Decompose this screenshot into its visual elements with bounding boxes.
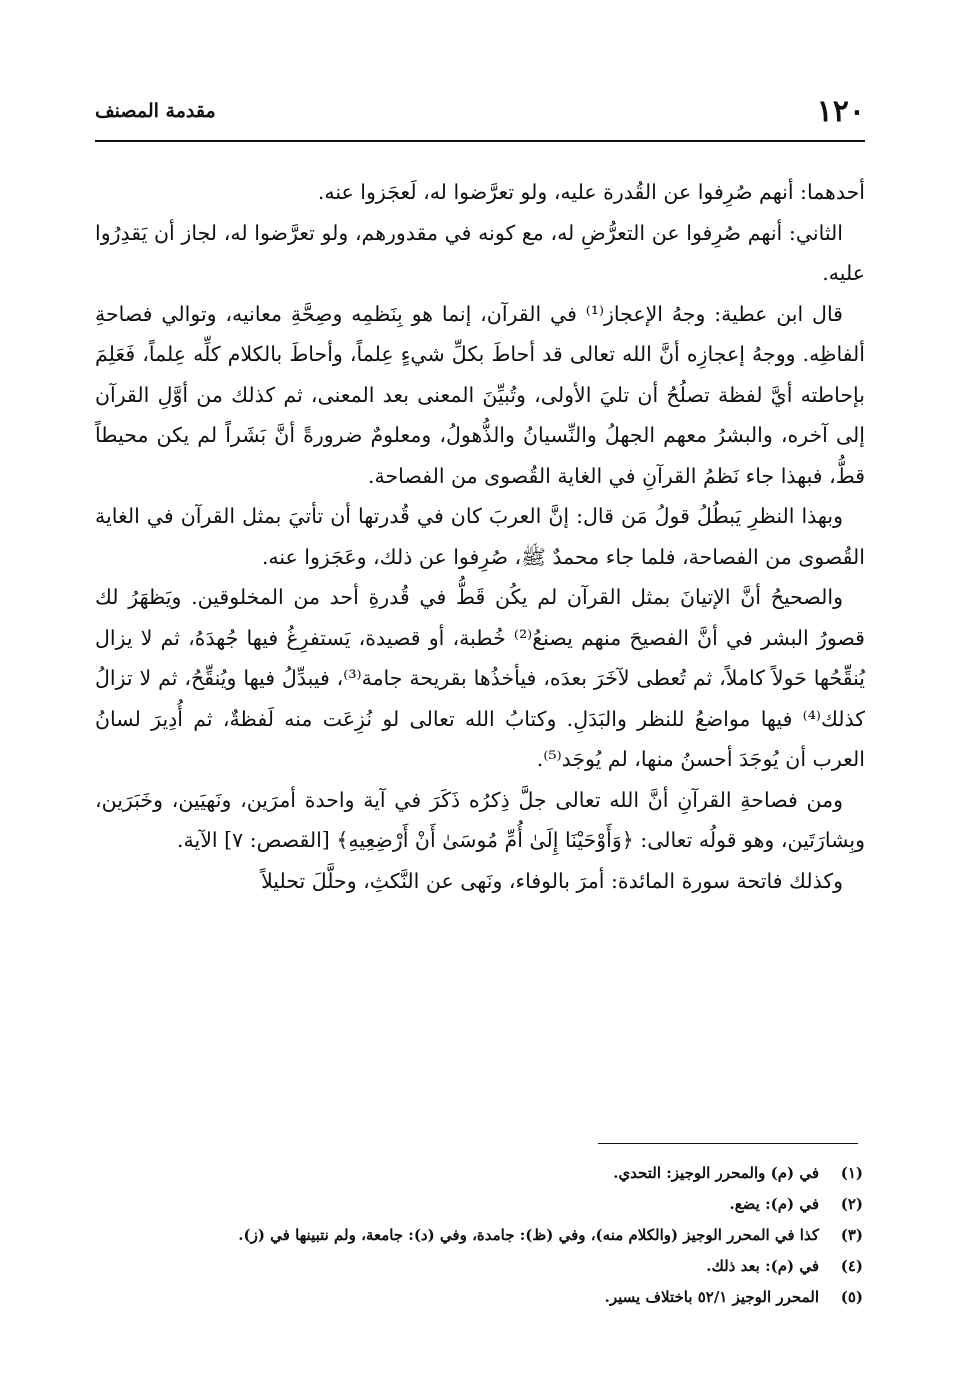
footnote-number: (٣) xyxy=(840,1226,863,1244)
page-number: ١٢٠ xyxy=(816,94,865,129)
paragraph: ومن فصاحةِ القرآنِ أنَّ الله تعالى جلَّ ذِكرُه ذَكَرَ في آية واحدة أمرَين، ونَهيَين، وخَبَرَين، وبِشارَتَين، وهو قولُه تعالى: ﴿وَأَوْحَيْنَا إِلَىٰ أُمِّ مُوسَىٰ أَنْ أَرْضِعِيهِ﴾ [القصص: ٧] الآية. xyxy=(95,787,865,852)
footnote-text: في (م): يضع. xyxy=(729,1195,819,1213)
footnote-separator xyxy=(598,1143,858,1144)
footnote-number: (٢) xyxy=(840,1195,863,1213)
paragraph: وكذلك فاتحة سورة المائدة: أمرَ بالوفاء، ونَهى عن النَّكثِ، وحلَّلَ تحليلاً xyxy=(261,868,843,893)
footnote-number: (١) xyxy=(840,1164,863,1182)
paragraph: وبهذا النظرِ يَبطُلُ قولُ مَن قال: إنَّ العربَ كان في قُدرتها أن تأتيَ بمثل القرآن في الغاية القُصوى من الفصاحة، فلما جاء محمدٌ ﷺ، صُرِفوا عن ذلك، وعَجَزوا عنه. xyxy=(95,504,865,569)
footnote-text: المحرر الوجيز ٥٢/١ باختلاف يسير. xyxy=(604,1288,819,1306)
paragraph: والصحيحُ أنَّ الإتيانَ بمثل القرآن لم يكُن قَطُّ في قُدرةِ أحد من المخلوقين. ويَظهَرُ لك قصورُ البشر في أنَّ الفصيحَ منهم يصنعُ⁽²⁾ خُطبة، أو قصيدة، يَستفرِغُ فيها جُهدَهُ، ثم لا يزال يُنقِّحُها حَولاً كاملاً، ثم تُعطى لآخَرَ بعدَه، فيأخذُها بقريحة جامة⁽³⁾، فيبدِّلُ فيها ويُنقِّحُ، ثم لا تزالُ كذلك⁽⁴⁾ فيها مواضعُ للنظر والبَدَلِ. وكتابُ الله تعالى لو نُزِعَت منه لَفظةٌ، ثم أُدِيرَ لسانُ العرب أن يُوجَدَ أحسنُ منها، لم يُوجَد⁽⁵⁾. xyxy=(95,585,865,771)
paragraph: أحدهما: أنهم صُرِفوا عن القُدرة عليه، ولو تعرَّضوا له، لَعجَزوا عنه. xyxy=(317,180,865,204)
footnote-text: في (م) والمحرر الوجيز: التحدي. xyxy=(613,1164,819,1182)
footnote xyxy=(95,1251,863,1282)
footnote-number: (٥) xyxy=(840,1288,863,1306)
running-title: مقدمة المصنف xyxy=(95,100,216,122)
footnote-text: في (م): بعد ذلك. xyxy=(706,1257,819,1275)
main-text xyxy=(95,172,865,901)
footnote-number: (٤) xyxy=(840,1257,863,1275)
footnote xyxy=(95,1158,863,1189)
paragraph: الثاني: أنهم صُرِفوا عن التعرُّضِ له، مع كونه في مقدورهم، ولو تعرَّضوا له، لجاز أن يَقدِرُوا عليه. xyxy=(95,220,865,285)
footnotes xyxy=(95,1158,863,1313)
paragraph: قال ابن عطية: وجهُ الإعجاز⁽¹⁾ في القرآن، إنما هو بِنَظمِه وصِحَّةِ معانيه، وتوالي فصاحةِ ألفاظِه. ووجهُ إعجازِه أنَّ الله تعالى قد أحاطَ بكلِّ شيءٍ عِلماً، وأحاطَ بالكلام كلِّه عِلماً، فَعَلِمَ بإحاطته أيَّ لفظة تصلُحُ أن تليَ الأولى، وتُبيِّنَ المعنى بعد المعنى، ثم كذلك من أوَّلِ القرآن إلى آخره، والبشرُ معهم الجهلُ والنِّسيانُ والذُّهولُ، ومعلومٌ ضرورةً أنَّ بَشَراً لم يكن محيطاً قطُّ، فبهذا جاء نَظمُ القرآنِ في الغاية القُصوى من الفصاحة. xyxy=(95,301,865,488)
page-header xyxy=(95,92,865,138)
footnote xyxy=(95,1282,863,1313)
header-rule xyxy=(95,140,865,142)
footnote xyxy=(95,1220,863,1251)
footnote-text: كذا في المحرر الوجيز (والكلام منه)، وفي (ظ): جامدة، وفي (د): جامعة، ولم نتبينها في (ز). xyxy=(238,1226,819,1244)
footnote xyxy=(95,1189,863,1220)
